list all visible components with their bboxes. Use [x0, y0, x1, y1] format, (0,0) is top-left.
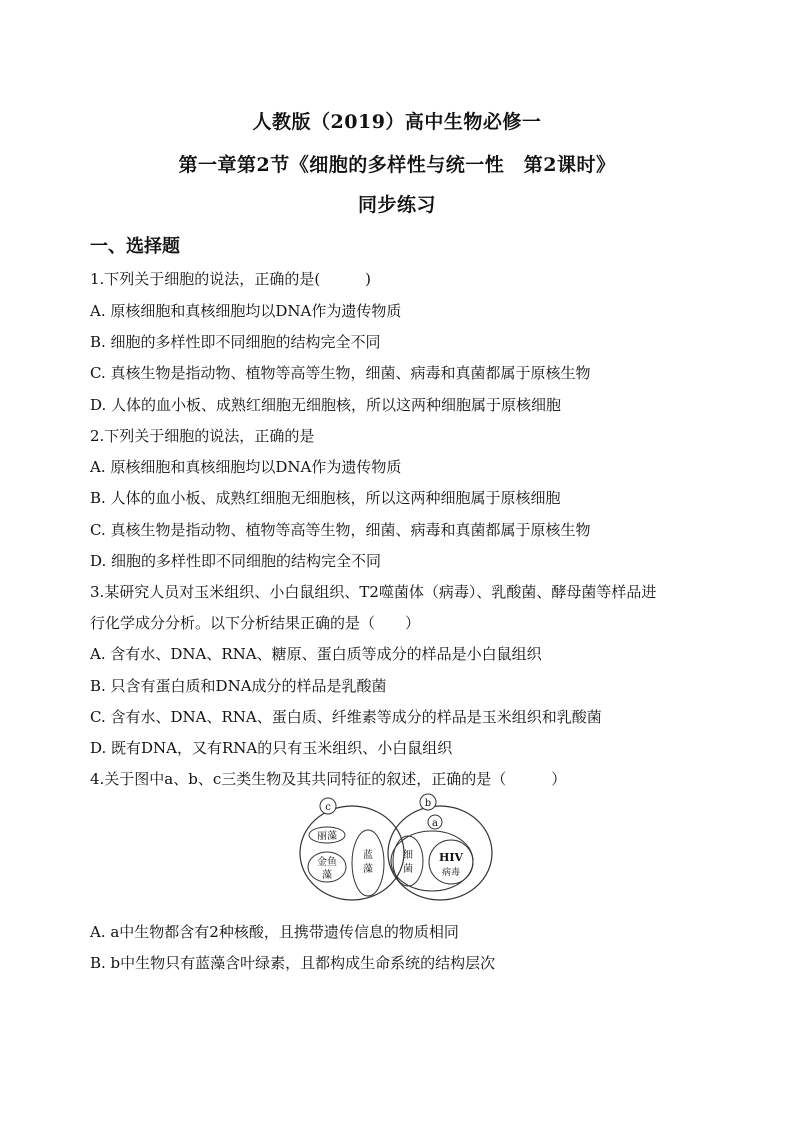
label-c: c [325, 802, 331, 813]
question-3-option-b: B. 只含有蛋白质和DNA成分的样品是乳酸菌 [90, 677, 387, 695]
liwei-label: 丽藻 [317, 831, 337, 842]
question-2-option-d: D. 细胞的多样性即不同细胞的结构完全不同 [90, 552, 382, 570]
question-3-option-a: A. 含有水、DNA、RNA、糖原、蛋白质等成分的样品是小白鼠组织 [90, 645, 542, 663]
jinyu-label-1: 金鱼 [317, 857, 337, 868]
question-2-option-b: B. 人体的血小板、成熟红细胞无细胞核，所以这两种细胞属于原核细胞 [90, 489, 561, 507]
bingdu-label: 病毒 [441, 868, 461, 878]
title-line-2: 第一章第2节《细胞的多样性与统一性 第2课时》 [178, 154, 616, 176]
question-3-stem-line-2: 行化学成分分析。以下分析结果正确的是（ ） [90, 614, 421, 632]
xijun-ellipse [393, 836, 423, 886]
question-2-option-c: C. 真核生物是指动物、植物等高等生物，细菌、病毒和真菌都属于原核生物 [90, 521, 591, 539]
question-1-option-c: C. 真核生物是指动物、植物等高等生物，细菌、病毒和真菌都属于原核生物 [90, 364, 591, 382]
lanzao-label-2: 藻 [363, 864, 373, 875]
hiv-label: HIV [438, 851, 464, 864]
lanzao-ellipse [352, 830, 384, 896]
question-1-option-a: A. 原核细胞和真核细胞均以DNA作为遗传物质 [90, 302, 402, 320]
question-2-stem: 2.下列关于细胞的说法，正确的是 [90, 427, 315, 445]
venn-diagram [296, 793, 496, 905]
title-line-3: 同步练习 [357, 194, 436, 216]
question-2-option-a: A. 原核细胞和真核细胞均以DNA作为遗传物质 [90, 458, 402, 476]
question-3-stem-line-1: 3.某研究人员对玉米组织、小白鼠组织、T2噬菌体（病毒）、乳酸菌、酵母菌等样品进 [90, 583, 657, 601]
title-line-1: 人教版（2019）高中生物必修一 [252, 111, 542, 133]
question-4-option-a: A. a中生物都含有2种核酸，且携带遗传信息的物质相同 [90, 923, 459, 941]
question-1-option-d: D. 人体的血小板、成熟红细胞无细胞核，所以这两种细胞属于原核细胞 [90, 396, 562, 414]
question-4-stem: 4.关于图中a、b、c三类生物及其共同特征的叙述，正确的是（ ） [90, 770, 567, 788]
section-heading: 一、选择题 [90, 236, 180, 257]
lanzao-label-1: 蓝 [363, 850, 373, 861]
question-1-option-b: B. 细胞的多样性即不同细胞的结构完全不同 [90, 333, 381, 351]
question-3-option-c: C. 含有水、DNA、RNA、蛋白质、纤维素等成分的样品是玉米组织和乳酸菌 [90, 708, 602, 726]
xijun-label-2: 菌 [403, 864, 413, 875]
question-1-stem: 1.下列关于细胞的说法，正确的是( ) [90, 270, 372, 288]
label-b: b [424, 798, 432, 809]
xijun-label-1: 细 [403, 850, 413, 861]
question-4-option-b: B. b中生物只有蓝藻含叶绿素，且都构成生命系统的结构层次 [90, 954, 496, 972]
jinyu-label-2: 藻 [322, 870, 332, 881]
question-3-option-d: D. 既有DNA，又有RNA的只有玉米组织、小白鼠组织 [90, 739, 453, 757]
label-a: a [432, 818, 438, 829]
